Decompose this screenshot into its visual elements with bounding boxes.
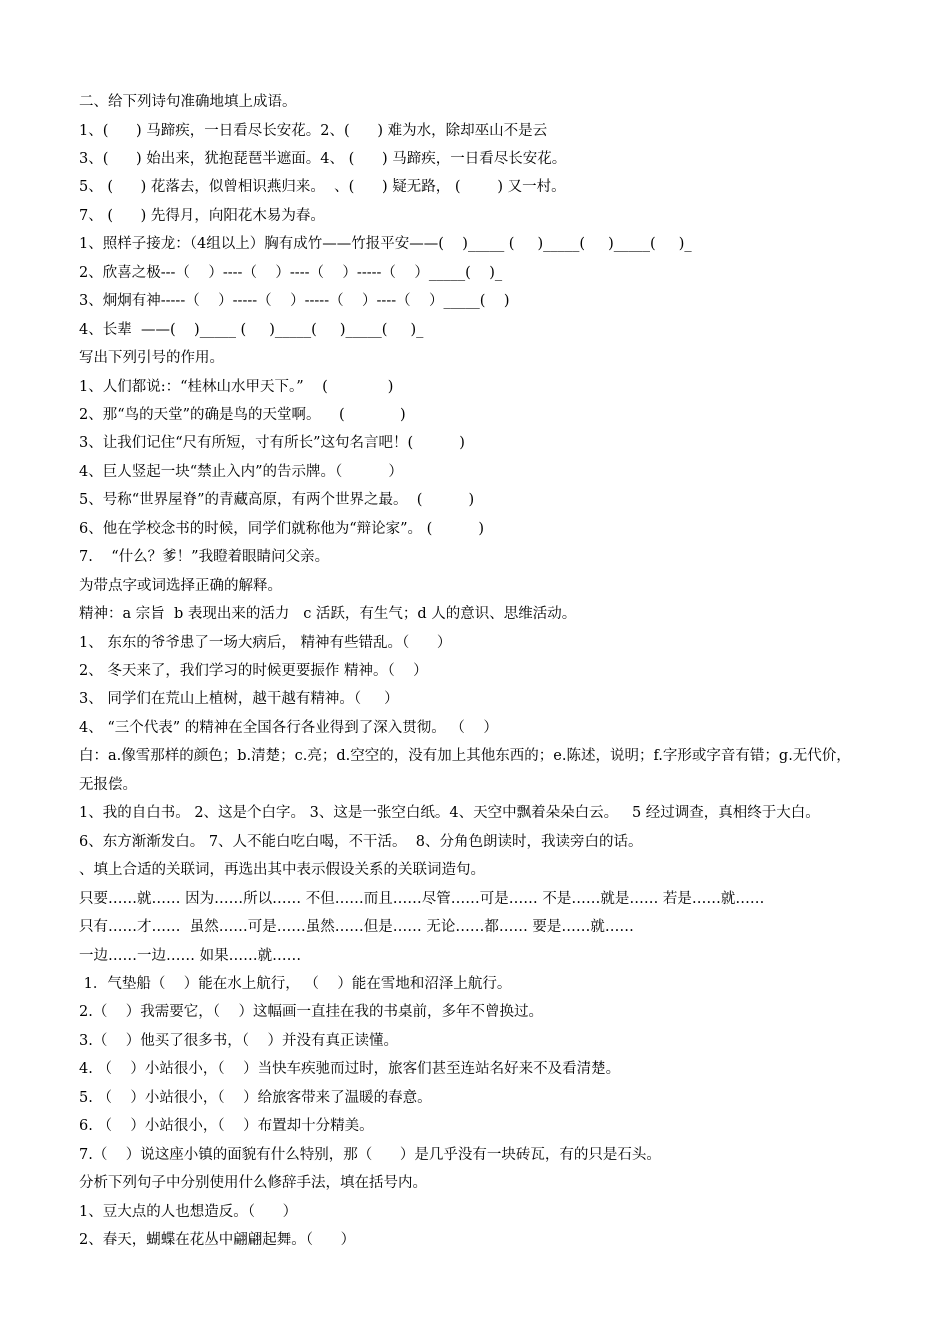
definition-line: 精神：a 宗旨 b 表现出来的活力 c 活跃，有生气；d 人的意识、思维活动。 [79, 606, 577, 623]
question-line: 1．气垫船（ ）能在水上航行， （ ）能在雪地和沼泽上航行。 [79, 975, 512, 992]
question-line: 1、我的自白书。 2、这是个白字。 3、这是一张空白纸。4、天空中飘着朵朵白云。 5 经过调查，真相终于大白。 [79, 805, 820, 822]
question-line: 1、豆大点的人也想造反。（ ） [79, 1203, 298, 1220]
section-heading-meanings: 为带点字或词选择正确的解释。 [79, 577, 282, 594]
question-line: 1、( ) 马蹄疾，一日看尽长安花。2、( ) 难为水，除却巫山不是云 [79, 122, 548, 139]
section-heading-idioms: 二、给下列诗句准确地填上成语。 [79, 94, 297, 110]
question-line: 6、他在学校念书的时候，同学们就称他为“辩论家”。 ( ) [79, 520, 485, 537]
question-line: 2、欣喜之极---（ ）----（ ）----（ ）-----（ ）_____( )_ [79, 264, 503, 281]
question-line: 5. （ ）小站很小，（ ）给旅客带来了温暖的春意。 [79, 1089, 432, 1106]
question-line: 4. （ ）小站很小，（ ）当快车疾驰而过时，旅客们甚至连站名好来不及看清楚。 [79, 1061, 621, 1078]
question-line: 6. （ ）小站很小，（ ）布置却十分精美。 [79, 1118, 374, 1135]
question-line: 3、 同学们在荒山上植树，越干越有精神。（ ） [79, 691, 399, 708]
question-line: 7.（ ）说这座小镇的面貌有什么特别，那（ ）是几乎没有一块砖瓦，有的只是石头。 [79, 1146, 661, 1163]
conjunction-list-line: 只有……才…… 虽然……可是……虽然……但是…… 无论……都…… 要是……就…… [79, 919, 634, 935]
question-line: 2、 冬天来了，我们学习的时候更要振作 精神。（ ） [79, 663, 428, 679]
section-heading-rhetoric: 分析下列句子中分别使用什么修辞手法，填在括号内。 [79, 1175, 427, 1192]
definition-line: 无报偿。 [79, 776, 137, 793]
question-line: 5、 ( ) 花落去，似曾相识燕归来。 、( ) 疑无路， ( ) 又一村。 [79, 179, 566, 196]
question-line: 3、炯炯有神-----（ ）-----（ ）-----（ ）----（ ）_____( ) [79, 293, 510, 310]
question-line: 5、号称“世界屋脊”的青藏高原，有两个世界之最。 ( ) [79, 492, 475, 509]
question-line: 3、让我们记住“尺有所短，寸有所长”这句名言吧！( ) [79, 435, 465, 452]
question-line: 4、巨人竖起一块“禁止入内”的告示牌。（ ） [79, 463, 403, 480]
section-heading-conjunctions: 、填上合适的关联词，再选出其中表示假设关系的关联词造句。 [79, 862, 485, 879]
question-line: 3、( ) 始出来，犹抱琵琶半遮面。4、 ( ) 马蹄疾，一日看尽长安花。 [79, 150, 567, 167]
question-line: 7、 ( ) 先得月，向阳花木易为春。 [79, 207, 325, 224]
conjunction-list-line: 只要……就…… 因为……所以…… 不但……而且……尽管……可是…… 不是……就是…… 若是……就…… [79, 890, 765, 907]
section-heading-quotes: 写出下列引号的作用。 [79, 350, 224, 367]
question-line: 2.（ ）我需要它，（ ）这幅画一直挂在我的书桌前，多年不曾换过。 [79, 1004, 543, 1021]
question-line: 3.（ ）他买了很多书，（ ）并没有真正读懂。 [79, 1032, 398, 1049]
question-line: 2、那“鸟的天堂”的确是鸟的天堂啊。 ( ) [79, 406, 406, 423]
question-line: 4、 “三个代表” 的精神在全国各行各业得到了深入贯彻。 （ ） [79, 719, 498, 736]
question-line: 2、春天，蝴蝶在花丛中翩翩起舞。（ ） [79, 1232, 356, 1248]
question-line: 7. “什么？爹！”我瞪着眼睛问父亲。 [79, 549, 330, 566]
conjunction-list-line: 一边……一边…… 如果……就…… [79, 947, 302, 964]
question-line: 6、东方渐渐发白。 7、人不能白吃白喝，不干活。 8、分角色朗读时，我读旁白的话。 [79, 833, 643, 850]
question-line: 1、人们都说:：“桂林山水甲天下。” ( ) [79, 378, 394, 395]
definition-line: 白：a.像雪那样的颜色；b.清楚；c.亮；d.空空的，没有加上其他东西的；e.陈述，说明；f.字形或字音有错；g.无代价， [79, 748, 851, 765]
question-line: 1、 东东的爷爷患了一场大病后， 精神有些错乱。（ ） [79, 634, 452, 651]
question-line: 4、长辈 ——( )_____ ( )_____( )_____( )_ [79, 321, 424, 338]
question-line: 1、照样子接龙：（4组以上）胸有成竹——竹报平安——( )_____ ( )_____( )_____( )_ [79, 236, 692, 253]
